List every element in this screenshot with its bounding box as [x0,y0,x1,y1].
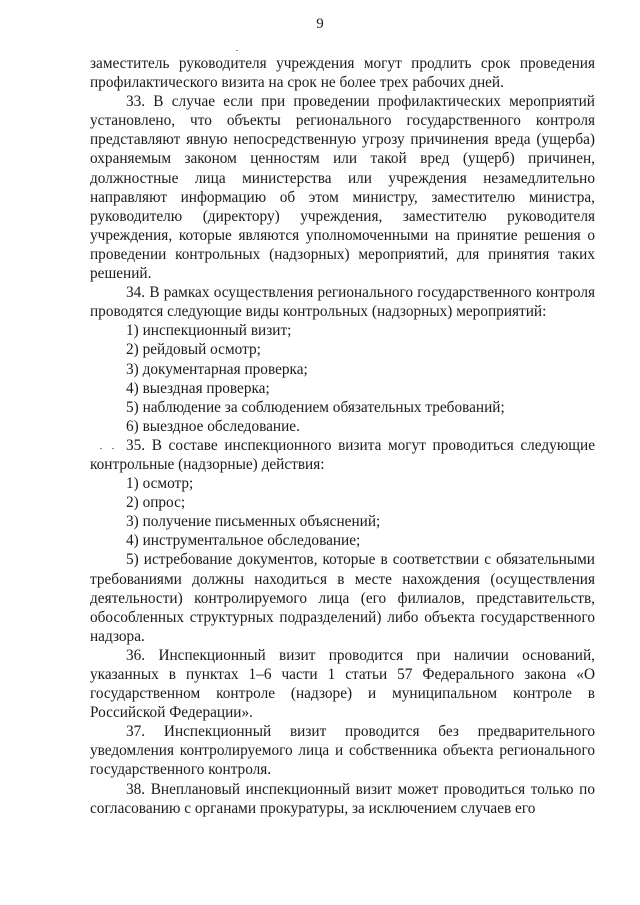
list-item: 1) осмотр; [126,475,194,493]
list-item: 3) документарная проверка; [126,360,308,378]
list-item: 1) инспекционный визит; [126,322,292,340]
page-number: 9 [316,16,324,32]
list-item: 4) инструментальное обследование; [126,532,361,550]
paragraph-36: 36. Инспекционный визит проводится при наличии оснований, указанных в пунктах 1–6 части 1 статьи 57 Федерального закона «О государственном контроле (надзоре) и муниципальном контроле в Российской Федерации». [90,646,595,722]
list-item: 5) наблюдение за соблюдением обязательных требований; [126,398,505,416]
list-item: 2) рейдовый осмотр; [126,341,261,359]
paragraph-38: 38. Внеплановый инспекционный визит может проводиться только по согласованию с органами прокуратуры, за исключением случаев его [90,780,595,817]
list-item: 2) опрос; [126,494,186,512]
scan-speck [236,50,238,51]
paragraph-37: 37. Инспекционный визит проводится без предварительного уведомления контролируемого лица и собственника объекта регионального государственного контроля. [90,723,595,779]
document-body [90,54,595,818]
paragraph-35: 35. В составе инспекционного визита могут проводиться следующие контрольные (надзорные) действия: [90,436,595,473]
list-item-long: 5) истребование документов, которые в соответствии с обязательными требованиями должны находиться в месте нахождения (осуществления деятельности) контролируемого лица (его филиалов, представительств, обособленных структурных подразделений) либо объекта государственного надзора. [90,551,595,645]
paragraph-continuation: заместитель руководителя учреждения могут продлить срок проведения профилактического визита на срок не более трех рабочих дней. [90,55,595,92]
list-item: 6) выездное обследование. [126,417,300,435]
paragraph-34: 34. В рамках осуществления регионального государственного контроля проводятся следующие виды контрольных (надзорных) мероприятий: [90,284,595,321]
list-item: 3) получение письменных объяснений; [126,513,381,531]
list-item: 4) выездная проверка; [126,379,270,397]
paragraph-33: 33. В случае если при проведении профилактических мероприятий установлено, что объекты регионального государственного контроля представляют явную непосредственную угрозу причинения вреда (ущерба) охраняемым законом ценностям или такой вред (ущерб) причинен, должностные лица министерства или учреждения незамедлительно направляют информацию об этом министру, заместителю министра, руководителю (директору) учреждения, заместителю руководителя учреждения, которые являются уполномоченными на принятие решения о проведении контрольных (надзорных) мероприятий, для принятия таких решений. [90,93,595,283]
